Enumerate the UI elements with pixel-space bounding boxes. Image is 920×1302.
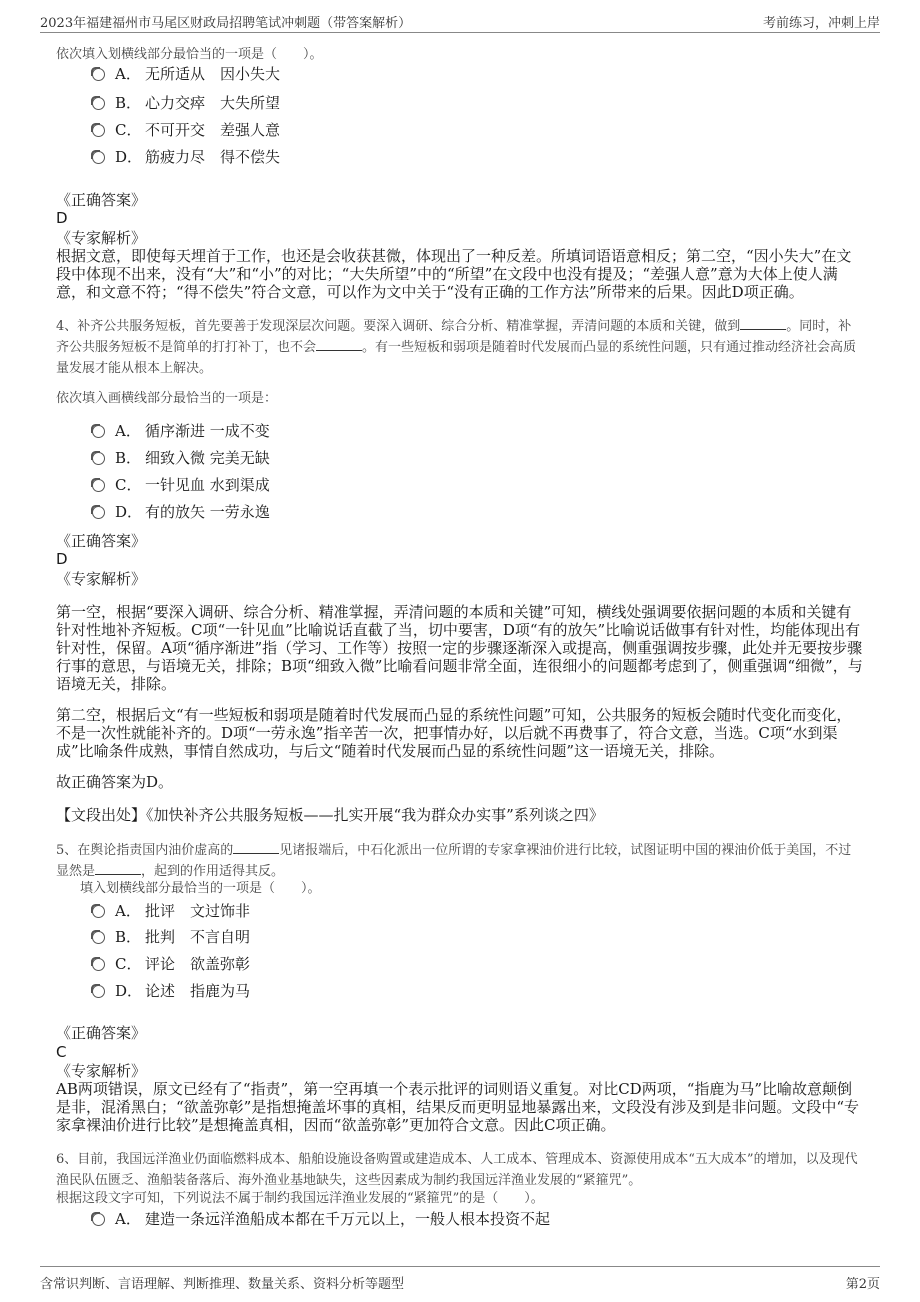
radio-icon[interactable] [92, 97, 105, 110]
blank-line [316, 338, 362, 351]
option-text: 循序渐进 一成不变 [145, 422, 270, 440]
option-letter: B． [115, 928, 142, 946]
q5-option-a[interactable] [92, 901, 250, 921]
blank-line [233, 841, 279, 854]
option-text: 筋疲力尽 得不偿失 [145, 148, 281, 166]
page-number: 第2页 [845, 1277, 880, 1292]
option-letter: D． [115, 503, 143, 521]
q4-stem [56, 316, 864, 379]
q3-option-d[interactable] [92, 147, 280, 167]
q3-option-b[interactable] [92, 93, 280, 113]
q5-answer-label: 《正确答案》 [56, 1024, 147, 1042]
radio-icon[interactable] [92, 931, 105, 944]
radio-icon[interactable] [92, 68, 105, 81]
option-text: 有的放矢 一劳永逸 [145, 503, 270, 521]
radio-icon[interactable] [92, 452, 105, 465]
option-text: 论述 指鹿为马 [145, 982, 251, 1000]
radio-icon[interactable] [92, 905, 105, 918]
q5-option-b[interactable] [92, 927, 250, 947]
q6-stem: 6、目前，我国远洋渔业仍面临燃料成本、船舶设施设备购置或建造成本、人工成本、管理成本、资源使用成本“五大成本”的增加，以及现代渔民队伍匮乏、渔船装备落后、海外渔业基地缺失，这些因素成为制约我国远洋渔业发展的“紧箍咒”。 [56, 1152, 858, 1188]
radio-icon[interactable] [92, 124, 105, 137]
q5-option-c[interactable] [92, 954, 250, 974]
q3-answer-label: 《正确答案》 [56, 191, 147, 209]
radio-icon[interactable] [92, 479, 105, 492]
blank-line [740, 317, 786, 330]
q4-answer-label: 《正确答案》 [56, 532, 147, 550]
option-letter: B． [115, 94, 142, 112]
q3-option-c[interactable] [92, 120, 280, 140]
option-letter: D． [115, 982, 143, 1000]
header-title: 2023年福建福州市马尾区财政局招聘笔试冲刺题（带答案解析） [40, 16, 412, 31]
radio-icon[interactable] [92, 506, 105, 519]
q4-analysis-para2: 第二空，根据后文“有一些短板和弱项是随着时代发展而凸显的系统性问题”可知，公共服务的短板会随时代变化而变化，不是一次性就能补齐的。D项“一劳永逸”指辛苦一次，把事情办好，以后就不再费事了，符合文意，当选。C项“水到渠成”比喻条件成熟，事情自然成功，与后文“随着时代发展而凸显的系统性问题”这一语境无关，排除。 [56, 706, 852, 760]
option-text: 细致入微 完美无缺 [145, 449, 270, 467]
q5-stem-part1: 5、在舆论指责国内油价虚高的 [56, 843, 234, 858]
q3-analysis: 根据文意，即使每天埋首于工作，也还是会收获甚微，体现出了一种反差。所填词语语意相反；第二空，“因小失大”在文段中体现不出来，没有“大”和“小”的对比；“大失所望”中的“所望”在文段中也没有提及；“差强人意”意为大体上使人满意，和文意不符；“得不偿失”符合文意，可以作为文中关于“没有正确的工作方法”所带来的后果。因此D项正确。 [56, 247, 852, 301]
q4-option-a[interactable] [92, 421, 270, 441]
option-letter: A． [115, 422, 141, 440]
option-letter: D． [115, 148, 143, 166]
q4-option-b[interactable] [92, 448, 270, 468]
q3-answer: D [56, 209, 68, 227]
option-letter: A． [115, 902, 141, 920]
option-text: 心力交瘁 大失所望 [145, 94, 281, 112]
q5-stem-part3: ，起到的作用适得其反。 [141, 864, 285, 879]
option-letter: C． [115, 476, 142, 494]
option-text: 无所适从 因小失大 [145, 65, 281, 83]
q4-answer: D [56, 550, 68, 568]
q4-instruction: 依次填入画横线部分最恰当的一项是： [56, 391, 278, 406]
q4-stem-part2: 。同时，补齐公共服务短板不是简单的打打补丁，也不会 [56, 319, 852, 355]
q4-analysis-para3: 故正确答案为D。 [56, 773, 174, 791]
q5-stem-part2: 见诸报端后，中石化派出一位所谓的专家拿裸油价进行比较，试图证明中国的裸油价低于美国，不过显然是 [56, 843, 852, 879]
q3-option-a[interactable] [92, 64, 280, 84]
option-letter: C． [115, 121, 142, 139]
q5-analysis: AB两项错误，原文已经有了“指责”，第一空再填一个表示批评的词则语义重复。对比CD两项，“指鹿为马”比喻故意颠倒是非，混淆黑白；“欲盖弥彰”是指想掩盖坏事的真相，结果反而更明显地暴露出来，文段没有涉及到是非问题。文段中“专家拿裸油价进行比较”是想掩盖真相，因而“欲盖弥彰”更加符合文意。因此C项正确。 [56, 1080, 860, 1134]
page-footer [40, 1266, 880, 1293]
q4-option-c[interactable] [92, 475, 270, 495]
footer-note: 含常识判断、言语理解、判断推理、数量关系、资料分析等题型 [40, 1277, 405, 1292]
option-text: 批判 不言自明 [145, 928, 251, 946]
option-text: 批评 文过饰非 [145, 902, 251, 920]
page-header [40, 10, 880, 33]
q4-option-d[interactable] [92, 502, 270, 522]
q5-instruction: 填入划横线部分最恰当的一项是（ ）。 [80, 881, 321, 896]
blank-line [95, 862, 141, 875]
q4-analysis-para1: 第一空，根据“要深入调研、综合分析、精准掌握，弄清问题的本质和关键”可知，横线处强调要依据问题的本质和关键有针对性地补齐短板。C项“一针见血”比喻说话直截了当，切中要害，D项“有的放矢”比喻说话做事有针对性，均能体现出有针对性，保留。A项“循序渐进”指（学习、工作等）按照一定的步骤逐渐深入或提高，侧重强调按步骤，此处并无要按步骤行事的意思，与语境无关，排除；B项“细致入微”比喻看问题非常全面，连很细小的问题都考虑到了，侧重强调“细微”，与语境无关，排除。 [56, 603, 863, 693]
option-text: 一针见血 水到渠成 [145, 476, 270, 494]
q4-analysis-label: 《专家解析》 [56, 570, 147, 588]
option-text: 不可开交 差强人意 [145, 121, 281, 139]
option-letter: A． [115, 65, 141, 83]
q4-source: 【文段出处】《加快补齐公共服务短板——扎实开展“我为群众办实事”系列谈之四》 [56, 806, 604, 824]
option-letter: C． [115, 955, 142, 973]
radio-icon[interactable] [92, 958, 105, 971]
option-text: 评论 欲盖弥彰 [145, 955, 251, 973]
q5-answer: C [56, 1043, 67, 1061]
q5-stem [56, 840, 864, 882]
q6-instruction: 根据这段文字可知，下列说法不属于制约我国远洋渔业发展的“紧箍咒”的是（ ）。 [56, 1191, 544, 1206]
radio-icon[interactable] [92, 985, 105, 998]
option-letter: A． [115, 1210, 141, 1228]
q5-option-d[interactable] [92, 981, 250, 1001]
radio-icon[interactable] [92, 425, 105, 438]
option-text: 建造一条远洋渔船成本都在千万元以上，一般人根本投资不起 [145, 1210, 551, 1228]
option-letter: B． [115, 449, 142, 467]
q3-analysis-label: 《专家解析》 [56, 229, 147, 247]
radio-icon[interactable] [92, 151, 105, 164]
q5-analysis-label: 《专家解析》 [56, 1062, 147, 1080]
q4-stem-part1: 4、补齐公共服务短板，首先要善于发现深层次问题。要深入调研、综合分析、精准掌握，弄清问题的本质和关键，做到 [56, 319, 741, 334]
q3-instruction: 依次填入划横线部分最恰当的一项是（ ）。 [56, 47, 323, 62]
radio-icon[interactable] [92, 1213, 105, 1226]
q4-stem-part3: 。有一些短板和弱项是随着时代发展而凸显的系统性问题，只有通过推动经济社会高质量发展才能从根本上解决。 [56, 340, 857, 376]
q6-option-a[interactable] [92, 1209, 550, 1229]
header-slogan: 考前练习，冲刺上岸 [762, 16, 880, 31]
